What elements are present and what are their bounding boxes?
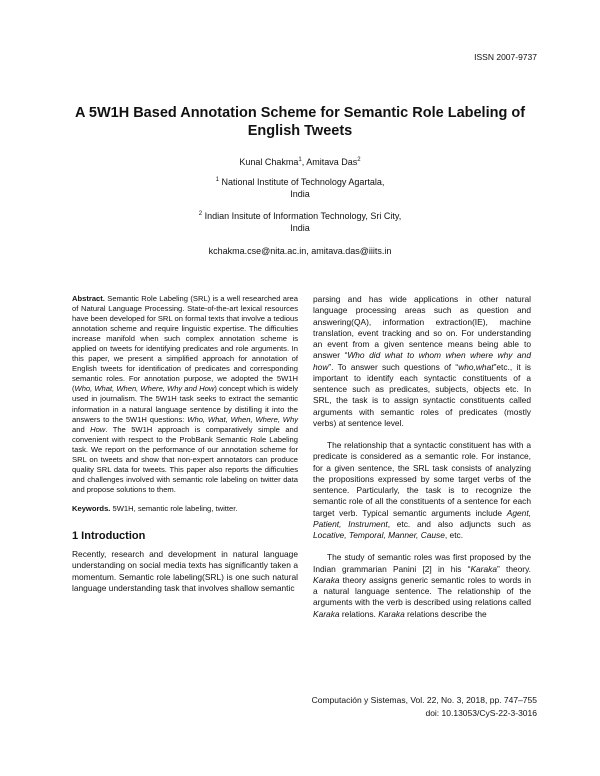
abstract-italic-3: How (90, 424, 106, 434)
paper-title: A 5W1H Based Annotation Scheme for Semantic Role Labeling of English Tweets (74, 105, 526, 139)
abstract-label: Abstract. (72, 294, 105, 303)
abstract-text-4: . The 5W1H approach is comparatively simple and convenient with respect to the ProbBank Semantic Role Labeling task. We report on the performance of our annotation scheme for SRL on tweets and show that non-expert annotators can produce quality SRL data for tweets. This paper also reports the difficulties and challenges involved with semantic role labeling on twitter data and propose solutions to them. (72, 424, 298, 494)
page-footer (312, 694, 537, 720)
rp3-text-d: relations. (339, 608, 379, 619)
abstract (72, 294, 298, 495)
aff1-sup: 1 (215, 177, 219, 183)
rp3-text-c: theory assigns generic semantic roles to words in a natural language sentence. The relationship of the arguments with the verb is described using relations called (313, 574, 531, 608)
abstract-text-3: and (72, 424, 91, 434)
affiliation-2 (60, 210, 540, 234)
right-column (313, 294, 531, 620)
rp2-italic-2: Locative, Temporal, Manner, Cause (313, 530, 445, 540)
right-paragraph-1 (313, 294, 531, 429)
rp3-text-b: ” theory. (496, 563, 531, 574)
rp1-text-a: parsing and has wide applications in other natural language processing areas such as question and answering(QA), information extraction(IE), machine translation, event tracking and so on. For understanding an event from a given sentence means being able to answer “ (313, 294, 531, 361)
rp2-text-a: The relationship that a syntactic constituent has with a predicate is considered as a semantic role. For instance, for a given sentence, the SRL task consists of analyzing the propositions expressed by some target verbs of the sentence. Particularly, the task is to recognize the semantic role of all the constituents of a sentence for each target verb. Typical semantic arguments include (313, 440, 531, 518)
rp3-italic-1: Karaka (470, 563, 497, 574)
abstract-text-2: ) concept which is widely used in journalism. The 5W1H task seeks to extract the semantic information in a natural language sentence by distilling it into the answers to the 5W1H questions: (72, 384, 298, 424)
aff1-line2: India (290, 189, 310, 199)
authors-line (60, 156, 540, 168)
keywords-label: Keywords. (72, 503, 111, 513)
journal-citation: Computación y Sistemas, Vol. 22, No. 3, 2018, pp. 747–755 (311, 695, 537, 705)
doi: doi: 10.13053/CyS-22-3-3016 (425, 708, 537, 718)
author-2-sup: 2 (357, 157, 361, 163)
rp2-italic-1: Agent, Patient, Instrument (313, 507, 531, 529)
rp1-text-c: ”etc., it is important to identify each syntactic constituents of a sentence such as predicates, subjects, objects etc. In SRL, the task is to assign syntactic constituents called arguments with semantic roles of predicates (mostly verbs) at sentence level. (313, 361, 531, 428)
abstract-text-1: Semantic Role Labeling (SRL) is a well researched area of Natural Language Processing. State-of-the-art lexical resources have been developed for SRL on formal texts that involve a tedious annotation scheme and require linguistic expertise. The difficulties increase manifold when such complex annotation scheme is applied on tweets for identifying predicates and role arguments. In this paper, we present a simplified approach for annotation of English tweets for identification of predicates and corresponding semantic roles. For annotation purpose, we adopted the 5W1H ( (72, 294, 298, 394)
affiliation-1 (60, 176, 540, 200)
rp3-text-a: The study of semantic roles was first proposed by the Indian grammarian Panini [2] in his “ (313, 552, 531, 574)
issn-number: ISSN 2007-9737 (474, 52, 537, 62)
author-2: , Amitava Das (301, 157, 358, 167)
aff2-sup: 2 (198, 211, 203, 217)
abstract-italic-2: Who, What, When, Where, Why (187, 414, 298, 424)
author-1: Kunal Chakma (239, 157, 299, 167)
right-paragraph-2 (313, 440, 531, 541)
rp3-italic-3: Karaka (313, 608, 340, 619)
aff2-line1: Indian Insitute of Information Technology, Sri City, (202, 211, 402, 221)
left-column (72, 294, 298, 594)
keywords (72, 504, 298, 514)
section-heading-introduction: 1 Introduction (72, 529, 146, 542)
rp2-text-c: , etc. (444, 530, 464, 540)
author-1-sup: 1 (298, 157, 302, 163)
rp3-text-e: relations describe the (404, 608, 487, 619)
intro-paragraph-1: Recently, research and development in natural language understanding on social media texts has significantly taken a momentum. Semantic role labeling(SRL) is one such natural language understanding task that involves shallow semantic (72, 549, 298, 593)
rp1-text-b: ”. To answer such questions of “ (328, 361, 459, 372)
author-emails: kchakma.cse@nita.ac.in, amitava.das@iiits.in (208, 246, 392, 256)
rp3-italic-4: Karaka (378, 608, 405, 619)
abstract-italic-1: Who, What, When, Where, Why and How (74, 384, 215, 394)
right-paragraph-3 (313, 552, 531, 620)
rp1-italic-1: Who did what to whom when where why and how (313, 350, 531, 372)
rp3-italic-2: Karaka (313, 574, 340, 585)
rp1-italic-2: who,what (458, 361, 494, 372)
rp2-text-b: , etc. and also adjuncts such as (387, 518, 531, 529)
aff1-line1: National Institute of Technology Agartala, (218, 177, 385, 187)
keywords-text: 5W1H, semantic role labeling, twitter. (110, 503, 238, 513)
aff2-line2: India (290, 223, 310, 233)
